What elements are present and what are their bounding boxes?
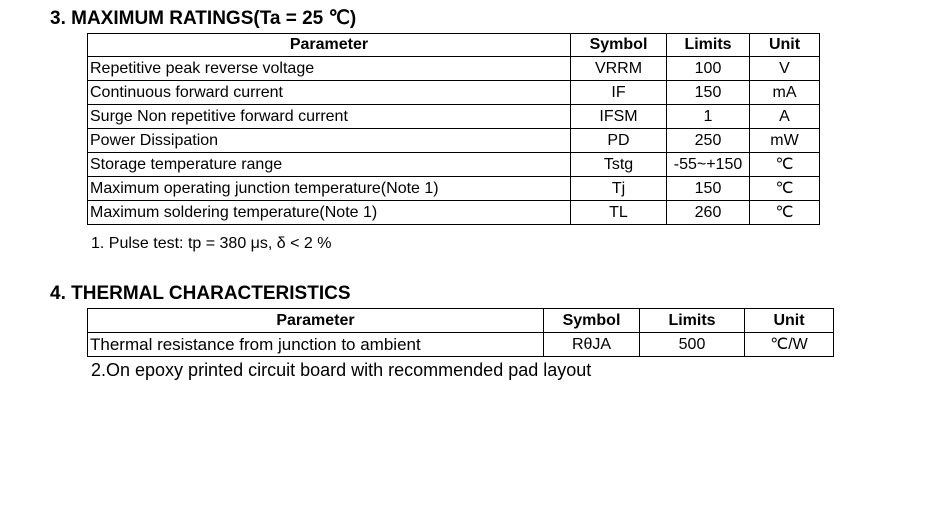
cell-limits: -55~+150 (667, 153, 750, 177)
cell-parameter: Repetitive peak reverse voltage (88, 57, 571, 81)
table-row (88, 201, 820, 225)
header-unit: Unit (750, 34, 820, 57)
cell-symbol: TL (571, 201, 667, 225)
cell-limits: 100 (667, 57, 750, 81)
table-row (88, 129, 820, 153)
header-unit: Unit (745, 309, 834, 333)
cell-parameter: Thermal resistance from junction to ambient (88, 333, 544, 357)
table-row (88, 177, 820, 201)
cell-unit: ℃/W (745, 333, 834, 357)
cell-parameter: Surge Non repetitive forward current (88, 105, 571, 129)
cell-unit: ℃ (750, 153, 820, 177)
cell-symbol: IF (571, 81, 667, 105)
table-row (88, 333, 834, 357)
cell-limits: 260 (667, 201, 750, 225)
table-row (88, 57, 820, 81)
table-header-row (88, 309, 834, 333)
cell-symbol: VRRM (571, 57, 667, 81)
cell-unit: ℃ (750, 177, 820, 201)
header-limits: Limits (640, 309, 745, 333)
header-symbol: Symbol (544, 309, 640, 333)
cell-symbol: Tj (571, 177, 667, 201)
cell-unit: V (750, 57, 820, 81)
header-parameter: Parameter (88, 309, 544, 333)
table-row (88, 153, 820, 177)
table-header-row (88, 34, 820, 57)
header-parameter: Parameter (88, 34, 571, 57)
section-3-heading: 3. MAXIMUM RATINGS(Ta = 25 ℃) (50, 8, 357, 29)
cell-limits: 150 (667, 177, 750, 201)
thermal-characteristics-table (87, 308, 834, 357)
cell-limits: 250 (667, 129, 750, 153)
cell-unit: mW (750, 129, 820, 153)
note-1: 1. Pulse test: tp = 380 μs, δ < 2 % (91, 235, 332, 252)
cell-parameter: Maximum operating junction temperature(Note 1) (88, 177, 571, 201)
note-2: 2.On epoxy printed circuit board with recommended pad layout (91, 360, 592, 380)
cell-parameter: Continuous forward current (88, 81, 571, 105)
cell-unit: ℃ (750, 201, 820, 225)
header-symbol: Symbol (571, 34, 667, 57)
cell-unit: A (750, 105, 820, 129)
cell-symbol: Tstg (571, 153, 667, 177)
cell-unit: mA (750, 81, 820, 105)
cell-limits: 1 (667, 105, 750, 129)
cell-parameter: Power Dissipation (88, 129, 571, 153)
maximum-ratings-table (87, 33, 820, 225)
header-limits: Limits (667, 34, 750, 57)
table-row (88, 105, 820, 129)
cell-parameter: Maximum soldering temperature(Note 1) (88, 201, 571, 225)
cell-parameter: Storage temperature range (88, 153, 571, 177)
cell-limits: 150 (667, 81, 750, 105)
cell-symbol: PD (571, 129, 667, 153)
cell-limits: 500 (640, 333, 745, 357)
cell-symbol: RθJA (544, 333, 640, 357)
cell-symbol: IFSM (571, 105, 667, 129)
table-row (88, 81, 820, 105)
section-4-heading: 4. THERMAL CHARACTERISTICS (50, 283, 351, 304)
